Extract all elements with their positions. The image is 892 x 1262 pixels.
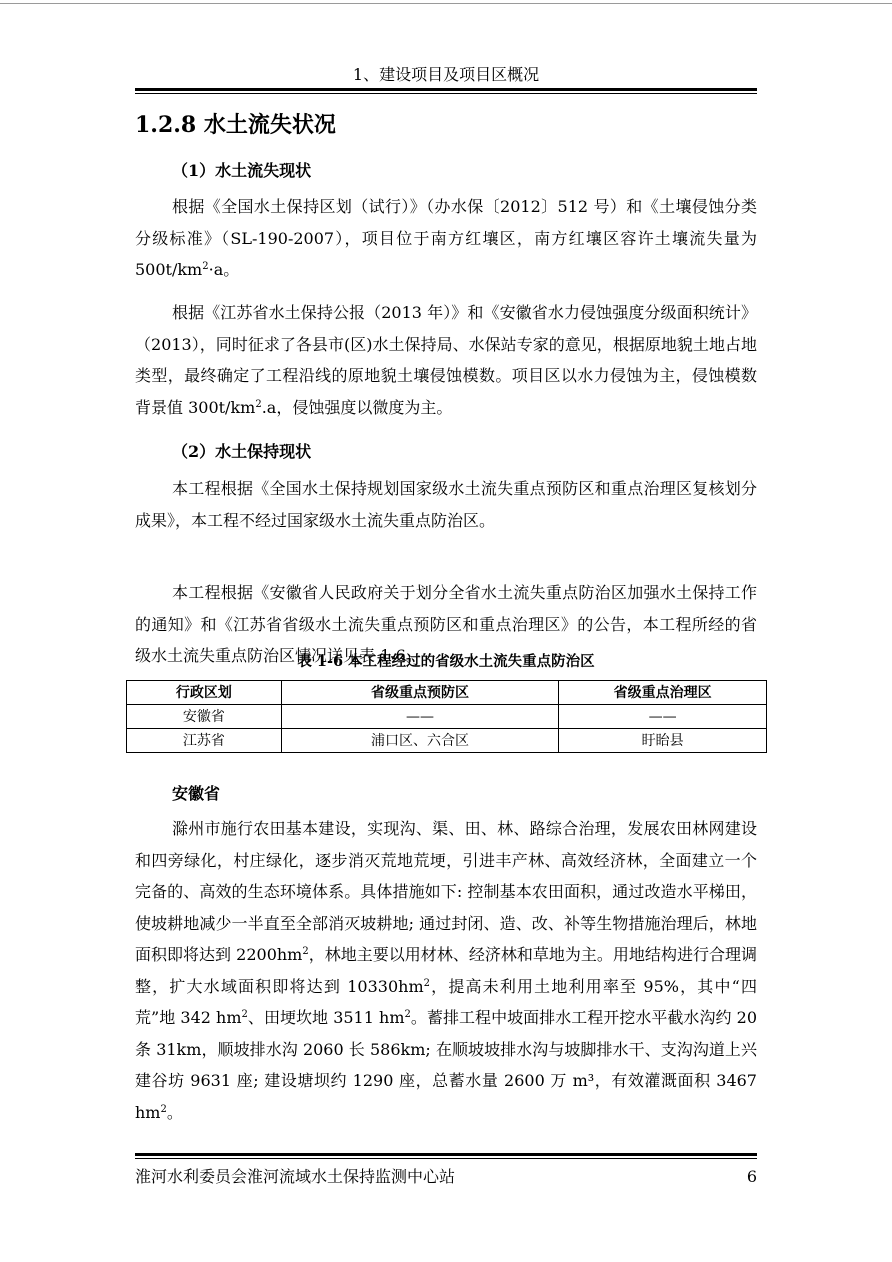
- table-header-cell: 省级重点预防区: [281, 681, 559, 705]
- table-cell: 安徽省: [127, 705, 282, 729]
- paragraph-erosion-standard: 根据《全国水土保持区划（试行）》（办水保〔2012〕512 号）和《土壤侵蚀分类分级标准》（SL-190-2007），项目位于南方红壤区，南方红壤区容许土壤流失量为 $500t/km^2\cdot a$。: [135, 197, 757, 279]
- paragraph-erosion-modulus: 根据《江苏省水土保持公报（2013 年）》和《安徽省水力侵蚀强度分级面积统计》（2013），同时征求了各县市(区)水土保持局、水保站专家的意见，根据原地貌土地占地类型，最终确定了工程沿线的原地貌土壤侵蚀模数。项目区以水力侵蚀为主，侵蚀模数背景值 $300t/km^2.a$，侵蚀强度以微度为主。: [135, 303, 757, 417]
- paragraph-anhui-measures: 滁州市施行农田基本建设，实现沟、渠、田、林、路综合治理，发展农田林网建设和四旁绿化，村庄绿化，逐步消灭荒地荒埂，引进丰产林、高效经济林，全面建立一个完备的、高效的生态环境体系。具体措施如下: 控制基本农田面积，通过改造水平梯田，使坡耕地减少一半直至全部消灭坡耕地; 通过封闭、造、改、补等生物措施治理后，林地面积即将达到 $2200hm^2$，林地主要以用材林、经济林和草地为主。用地结构进行合理调整，扩大水域面积即将达到 $10330hm^2$，提高未利用土地利用率至 95%，其中“四荒”地 342 $hm^2$、田埂坎地 3511 $hm^2$。蓄排工程中坡面排水工程开挖水平截水沟约 20 条 31km，顺坡排水沟 2060 长 586km; 在顺坡坡排水沟与坡脚排水干、支沟沟道上兴建谷坊 9631 座; 建设塘坝约 1290 座，总蓄水量 2600 万 m³，有效灌溉面积 3467 $hm^2$。: [135, 819, 757, 1122]
- table-cell: 江苏省: [127, 729, 282, 753]
- table-row: [127, 729, 767, 753]
- table-cell: ——: [559, 705, 767, 729]
- table-row: [127, 705, 767, 729]
- subheading-anhui: 安徽省: [172, 784, 221, 803]
- table-cell: 浦口区、六合区: [281, 729, 559, 753]
- page-number: 6: [746, 1167, 757, 1186]
- table-cell: ——: [281, 705, 559, 729]
- paragraph-provincial-zone: 本工程根据《安徽省人民政府关于划分全省水土流失重点防治区加强水土保持工作的通知》和《江苏省省级水土流失重点预防区和重点治理区》的公告，本工程所经的省级水土流失重点防治区情况详见表 1-6。: [135, 583, 757, 665]
- footer-organization: 淮河水利委员会淮河流域水土保持监测中心站: [135, 1167, 456, 1186]
- subheading-conservation-status: （2）水土保持现状: [172, 442, 312, 461]
- footer-rule: [135, 1153, 757, 1159]
- subheading-erosion-status: （1）水土流失现状: [172, 161, 312, 180]
- section-title: 1.2.8 水土流失状况: [135, 112, 336, 138]
- table-caption: 表 1-6 本工程经过的省级水土流失重点防治区: [297, 653, 595, 670]
- paragraph-national-zone: 本工程根据《全国水土保持规划国家级水土流失重点预防区和重点治理区复核划分成果》，本工程不经过国家级水土流失重点防治区。: [135, 479, 757, 530]
- page-top-border: [0, 3, 892, 4]
- table-header-row: [127, 681, 767, 705]
- running-header: 1、建设项目及项目区概况: [352, 65, 540, 84]
- table-cell: 盱眙县: [559, 729, 767, 753]
- table-header-cell: 行政区划: [127, 681, 282, 705]
- table-header-cell: 省级重点治理区: [559, 681, 767, 705]
- header-rule: [135, 88, 757, 94]
- provincial-zone-table: [126, 680, 767, 753]
